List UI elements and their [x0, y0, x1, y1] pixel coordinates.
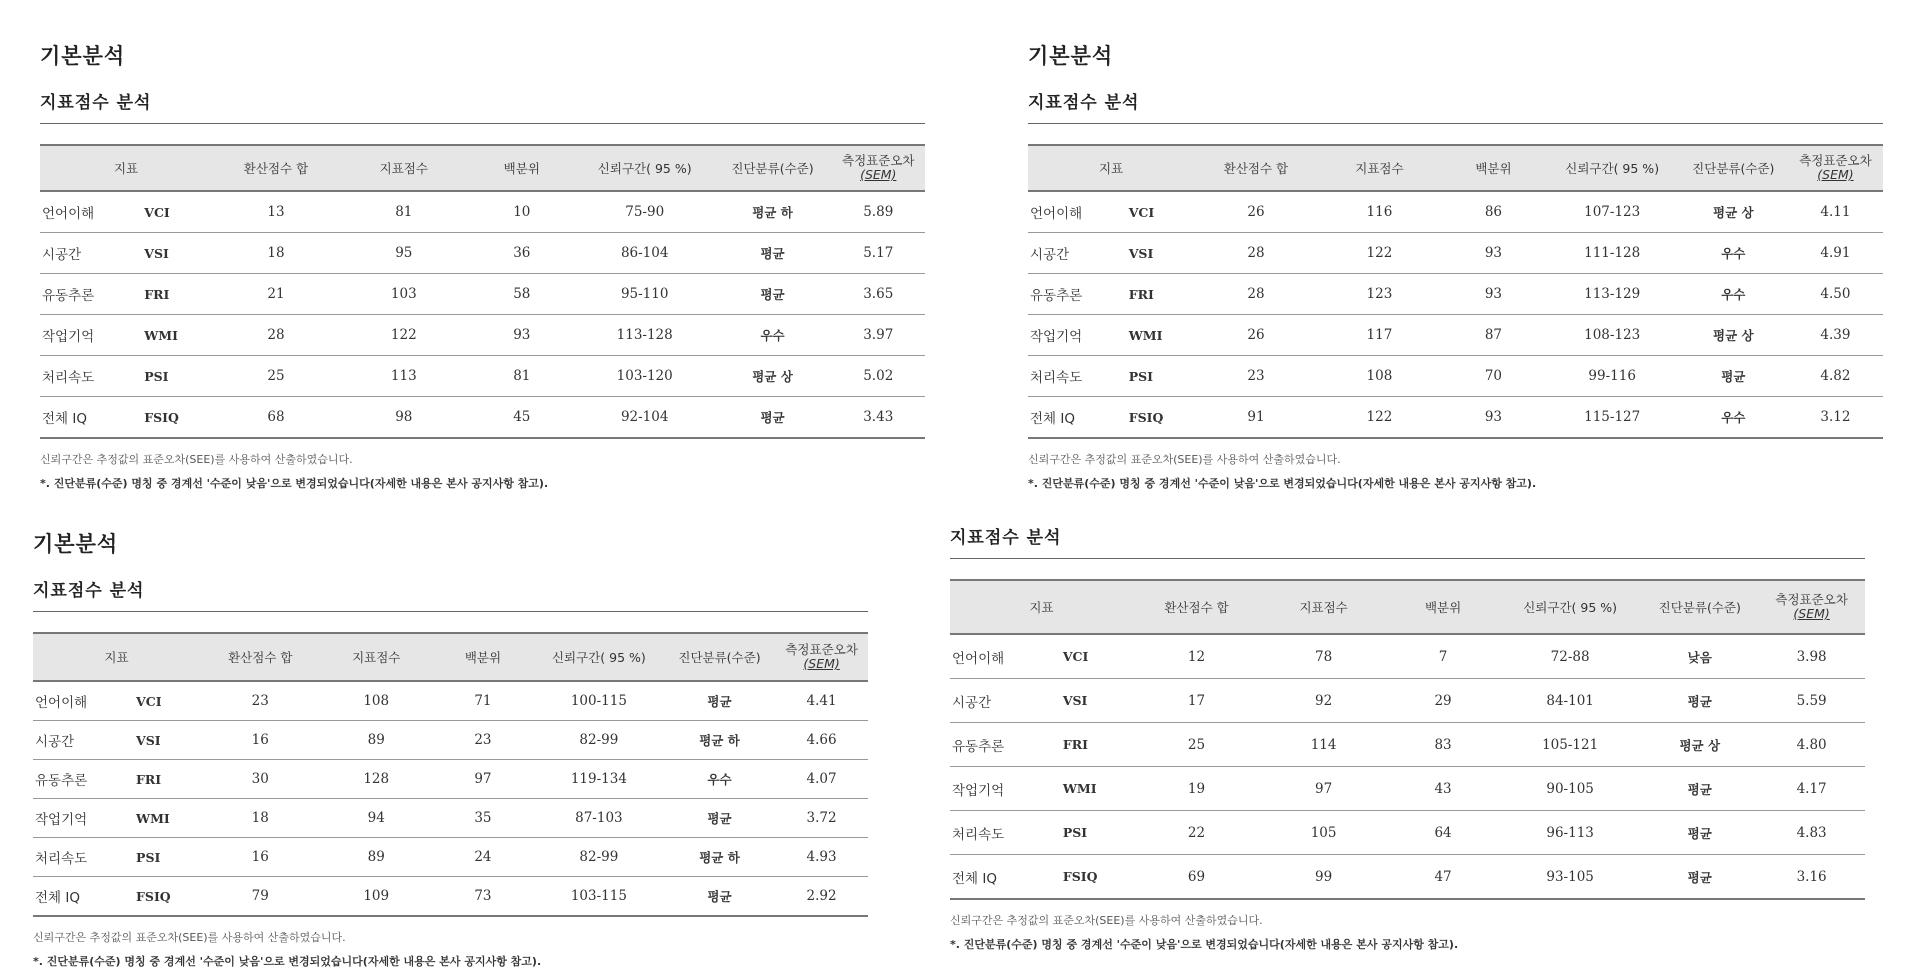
percentile-cell: 10: [468, 191, 576, 233]
index-score-cell: 109: [321, 877, 432, 917]
table-row: [33, 799, 868, 838]
scaled-sum-cell: 25: [212, 356, 340, 397]
table-body: [950, 634, 1865, 899]
header-index: 지표: [950, 580, 1133, 634]
classification-cell: 평균 상: [1641, 723, 1758, 767]
sem-cell: 5.59: [1758, 679, 1865, 723]
ci-footnote: 신뢰구간은 추정값의 표준오차(SEE)를 사용하여 산출하였습니다.: [40, 453, 353, 466]
classification-cell: 평균: [714, 397, 832, 439]
header-classification: 진단분류(수준): [1679, 145, 1788, 191]
confidence-interval-cell: 93-105: [1499, 855, 1641, 900]
table-body: [1028, 191, 1883, 438]
header-ci: 신뢰구간( 95 %): [1546, 145, 1679, 191]
percentile-cell: 35: [432, 799, 534, 838]
index-score-cell: 117: [1318, 315, 1441, 356]
percentile-cell: 73: [432, 877, 534, 917]
confidence-interval-cell: 103-120: [576, 356, 714, 397]
table-row: [33, 681, 868, 721]
scaled-sum-cell: 91: [1194, 397, 1317, 439]
index-name: 시공간: [1028, 233, 1128, 274]
header-percentile: 백분위: [432, 633, 534, 681]
confidence-interval-cell: 103-115: [534, 877, 664, 917]
table-row: [33, 760, 868, 799]
header-sem-label: 측정표준오차: [785, 641, 858, 657]
classification-cell: 평균 상: [1679, 191, 1788, 233]
classification-footnote: *. 진단분류(수준) 명칭 중 경계선 '수준이 낮음'으로 변경되었습니다(자세한 내용은 본사 공지사항 참고).: [1028, 477, 1537, 490]
scaled-sum-cell: 13: [212, 191, 340, 233]
index-score-cell: 113: [340, 356, 468, 397]
index-score-cell: 128: [321, 760, 432, 799]
header-row: [40, 145, 925, 191]
scaled-sum-cell: 28: [1194, 274, 1317, 315]
table-row: [1028, 397, 1883, 439]
percentile-cell: 29: [1387, 679, 1499, 723]
classification-cell: 평균 하: [714, 191, 832, 233]
index-name: 처리속도: [40, 356, 143, 397]
classification-cell: 평균 상: [1679, 315, 1788, 356]
scaled-sum-cell: 26: [1194, 315, 1317, 356]
confidence-interval-cell: 111-128: [1546, 233, 1679, 274]
index-name: 유동추론: [33, 760, 135, 799]
header-sem-label: 측정표준오차: [842, 152, 915, 168]
sem-cell: 4.07: [775, 760, 868, 799]
index-score-cell: 95: [340, 233, 468, 274]
classification-cell: 평균: [1641, 679, 1758, 723]
scaled-sum-cell: 68: [212, 397, 340, 439]
index-code: FRI: [1062, 723, 1133, 767]
index-name: 언어이해: [950, 634, 1062, 679]
confidence-interval-cell: 105-121: [1499, 723, 1641, 767]
sem-cell: 4.17: [1758, 767, 1865, 811]
sem-cell: 4.50: [1788, 274, 1883, 315]
table-row: [40, 274, 925, 315]
index-score-cell: 108: [1318, 356, 1441, 397]
index-code: FRI: [143, 274, 212, 315]
confidence-interval-cell: 90-105: [1499, 767, 1641, 811]
classification-cell: 평균 상: [714, 356, 832, 397]
table-row: [950, 767, 1865, 811]
classification-cell: 우수: [714, 315, 832, 356]
scaled-sum-cell: 79: [200, 877, 321, 917]
header-classification: 진단분류(수준): [1641, 580, 1758, 634]
index-code: VCI: [143, 191, 212, 233]
index-score-cell: 114: [1260, 723, 1387, 767]
index-score-cell: 99: [1260, 855, 1387, 900]
header-percentile: 백분위: [468, 145, 576, 191]
classification-cell: 평균: [664, 799, 775, 838]
percentile-cell: 64: [1387, 811, 1499, 855]
header-sum: 환산점수 합: [1133, 580, 1260, 634]
ci-footnote: 신뢰구간은 추정값의 표준오차(SEE)를 사용하여 산출하였습니다.: [950, 914, 1263, 927]
scaled-sum-cell: 16: [200, 721, 321, 760]
classification-cell: 평균: [1641, 855, 1758, 900]
classification-cell: 평균 하: [664, 838, 775, 877]
percentile-cell: 81: [468, 356, 576, 397]
index-code: WMI: [143, 315, 212, 356]
subtitle: 지표점수 분석: [33, 581, 145, 601]
index-name: 작업기억: [40, 315, 143, 356]
header-score: 지표점수: [321, 633, 432, 681]
sem-cell: 4.41: [775, 681, 868, 721]
scaled-sum-cell: 18: [212, 233, 340, 274]
index-code: FRI: [1128, 274, 1194, 315]
index-code: VSI: [1062, 679, 1133, 723]
confidence-interval-cell: 87-103: [534, 799, 664, 838]
header-score: 지표점수: [1260, 580, 1387, 634]
table-row: [950, 679, 1865, 723]
index-code: FSIQ: [1062, 855, 1133, 900]
confidence-interval-cell: 108-123: [1546, 315, 1679, 356]
header-index: 지표: [33, 633, 200, 681]
index-code: FSIQ: [135, 877, 200, 917]
index-score-cell: 108: [321, 681, 432, 721]
sem-cell: 3.43: [832, 397, 925, 439]
ci-footnote: 신뢰구간은 추정값의 표준오차(SEE)를 사용하여 산출하였습니다.: [33, 931, 346, 944]
section-title: 기본분석: [33, 532, 119, 556]
sem-cell: 3.65: [832, 274, 925, 315]
index-code: VCI: [135, 681, 200, 721]
index-score-cell: 81: [340, 191, 468, 233]
percentile-cell: 93: [468, 315, 576, 356]
index-name: 전체 IQ: [40, 397, 143, 439]
index-name: 유동추론: [40, 274, 143, 315]
index-score-cell: 94: [321, 799, 432, 838]
confidence-interval-cell: 72-88: [1499, 634, 1641, 679]
confidence-interval-cell: 84-101: [1499, 679, 1641, 723]
index-name: 처리속도: [33, 838, 135, 877]
table-row: [1028, 315, 1883, 356]
index-name: 작업기억: [950, 767, 1062, 811]
table-header: [40, 145, 925, 191]
scaled-sum-cell: 16: [200, 838, 321, 877]
classification-cell: 평균: [1679, 356, 1788, 397]
percentile-cell: 93: [1441, 274, 1546, 315]
confidence-interval-cell: 113-129: [1546, 274, 1679, 315]
header-sem-label: 측정표준오차: [1775, 591, 1848, 607]
divider: [33, 611, 868, 612]
scaled-sum-cell: 23: [200, 681, 321, 721]
header-sum: 환산점수 합: [212, 145, 340, 191]
header-percentile: 백분위: [1387, 580, 1499, 634]
percentile-cell: 86: [1441, 191, 1546, 233]
divider: [950, 558, 1865, 559]
header-ci: 신뢰구간( 95 %): [534, 633, 664, 681]
divider: [1028, 123, 1883, 124]
confidence-interval-cell: 99-116: [1546, 356, 1679, 397]
percentile-cell: 83: [1387, 723, 1499, 767]
index-code: PSI: [1062, 811, 1133, 855]
table-row: [950, 855, 1865, 900]
index-score-cell: 78: [1260, 634, 1387, 679]
table-header: [1028, 145, 1883, 191]
index-code: FSIQ: [1128, 397, 1194, 439]
header-sem: [775, 633, 868, 681]
classification-cell: 평균: [1641, 767, 1758, 811]
table-row: [950, 634, 1865, 679]
table-row: [33, 838, 868, 877]
confidence-interval-cell: 107-123: [1546, 191, 1679, 233]
header-sem-label: 측정표준오차: [1799, 152, 1872, 168]
classification-cell: 평균: [714, 233, 832, 274]
sem-cell: 5.02: [832, 356, 925, 397]
index-score-cell: 122: [1318, 233, 1441, 274]
index-code: WMI: [135, 799, 200, 838]
confidence-interval-cell: 86-104: [576, 233, 714, 274]
percentile-cell: 7: [1387, 634, 1499, 679]
index-score-cell: 122: [340, 315, 468, 356]
header-row: [33, 633, 868, 681]
confidence-interval-cell: 96-113: [1499, 811, 1641, 855]
index-name: 전체 IQ: [1028, 397, 1128, 439]
classification-cell: 평균: [714, 274, 832, 315]
sem-cell: 2.92: [775, 877, 868, 917]
scaled-sum-cell: 22: [1133, 811, 1260, 855]
header-sem-abbr: (SEM): [803, 656, 840, 671]
confidence-interval-cell: 82-99: [534, 838, 664, 877]
scaled-sum-cell: 25: [1133, 723, 1260, 767]
header-sem: [1758, 580, 1865, 634]
sem-cell: 4.93: [775, 838, 868, 877]
index-code: FRI: [135, 760, 200, 799]
index-name: 언어이해: [1028, 191, 1128, 233]
header-percentile: 백분위: [1441, 145, 1546, 191]
table-body: [33, 681, 868, 916]
percentile-cell: 36: [468, 233, 576, 274]
header-sum: 환산점수 합: [1194, 145, 1317, 191]
index-name: 유동추론: [1028, 274, 1128, 315]
scaled-sum-cell: 21: [212, 274, 340, 315]
subtitle: 지표점수 분석: [40, 93, 152, 113]
percentile-cell: 45: [468, 397, 576, 439]
scaled-sum-cell: 19: [1133, 767, 1260, 811]
sem-cell: 4.91: [1788, 233, 1883, 274]
header-sem-abbr: (SEM): [860, 167, 897, 182]
index-score-cell: 116: [1318, 191, 1441, 233]
report-panel: [1028, 40, 1883, 491]
classification-cell: 우수: [1679, 397, 1788, 439]
index-code: VSI: [135, 721, 200, 760]
percentile-cell: 70: [1441, 356, 1546, 397]
index-score-table: [1028, 144, 1883, 439]
index-score-table: [33, 632, 868, 917]
header-sem-abbr: (SEM): [1817, 167, 1854, 182]
table-row: [33, 877, 868, 917]
index-score-table: [40, 144, 925, 439]
confidence-interval-cell: 75-90: [576, 191, 714, 233]
percentile-cell: 24: [432, 838, 534, 877]
header-sem-abbr: (SEM): [1793, 606, 1830, 621]
sem-cell: 4.39: [1788, 315, 1883, 356]
index-score-cell: 98: [340, 397, 468, 439]
scaled-sum-cell: 28: [1194, 233, 1317, 274]
index-code: WMI: [1062, 767, 1133, 811]
table-row: [1028, 356, 1883, 397]
divider: [40, 123, 925, 124]
header-sem: [832, 145, 925, 191]
table-body: [40, 191, 925, 438]
table-row: [1028, 274, 1883, 315]
header-ci: 신뢰구간( 95 %): [1499, 580, 1641, 634]
sem-cell: 4.11: [1788, 191, 1883, 233]
header-classification: 진단분류(수준): [664, 633, 775, 681]
index-score-cell: 103: [340, 274, 468, 315]
scaled-sum-cell: 26: [1194, 191, 1317, 233]
classification-cell: 우수: [1679, 274, 1788, 315]
header-score: 지표점수: [1318, 145, 1441, 191]
section-title: 기본분석: [40, 44, 126, 68]
header-row: [1028, 145, 1883, 191]
classification-cell: 평균: [664, 681, 775, 721]
index-code: FSIQ: [143, 397, 212, 439]
percentile-cell: 47: [1387, 855, 1499, 900]
confidence-interval-cell: 92-104: [576, 397, 714, 439]
table-row: [40, 233, 925, 274]
scaled-sum-cell: 28: [212, 315, 340, 356]
index-name: 유동추론: [950, 723, 1062, 767]
index-score-cell: 123: [1318, 274, 1441, 315]
header-row: [950, 580, 1865, 634]
index-score-cell: 105: [1260, 811, 1387, 855]
classification-cell: 평균: [1641, 811, 1758, 855]
percentile-cell: 93: [1441, 397, 1546, 439]
report-panel: [950, 523, 1865, 952]
table-row: [950, 723, 1865, 767]
scaled-sum-cell: 17: [1133, 679, 1260, 723]
header-index: 지표: [40, 145, 212, 191]
index-score-cell: 97: [1260, 767, 1387, 811]
index-code: PSI: [1128, 356, 1194, 397]
index-name: 처리속도: [950, 811, 1062, 855]
header-sem: [1788, 145, 1883, 191]
header-ci: 신뢰구간( 95 %): [576, 145, 714, 191]
index-name: 언어이해: [40, 191, 143, 233]
classification-cell: 평균 하: [664, 721, 775, 760]
header-classification: 진단분류(수준): [714, 145, 832, 191]
table-row: [950, 811, 1865, 855]
classification-footnote: *. 진단분류(수준) 명칭 중 경계선 '수준이 낮음'으로 변경되었습니다(자세한 내용은 본사 공지사항 참고).: [33, 955, 542, 968]
scaled-sum-cell: 23: [1194, 356, 1317, 397]
sem-cell: 3.12: [1788, 397, 1883, 439]
table-row: [40, 191, 925, 233]
percentile-cell: 58: [468, 274, 576, 315]
index-score-table: [950, 579, 1865, 900]
index-name: 시공간: [33, 721, 135, 760]
sem-cell: 3.72: [775, 799, 868, 838]
section-title: 기본분석: [1028, 44, 1114, 68]
sem-cell: 4.66: [775, 721, 868, 760]
percentile-cell: 87: [1441, 315, 1546, 356]
report-panel: [33, 528, 868, 969]
table-header: [950, 580, 1865, 634]
index-code: VSI: [1128, 233, 1194, 274]
header-index: 지표: [1028, 145, 1194, 191]
index-name: 시공간: [40, 233, 143, 274]
sem-cell: 5.17: [832, 233, 925, 274]
subtitle: 지표점수 분석: [950, 528, 1062, 548]
table-row: [40, 356, 925, 397]
index-name: 작업기억: [33, 799, 135, 838]
classification-cell: 우수: [1679, 233, 1788, 274]
percentile-cell: 71: [432, 681, 534, 721]
index-code: WMI: [1128, 315, 1194, 356]
table-row: [1028, 191, 1883, 233]
confidence-interval-cell: 100-115: [534, 681, 664, 721]
confidence-interval-cell: 95-110: [576, 274, 714, 315]
percentile-cell: 23: [432, 721, 534, 760]
index-name: 시공간: [950, 679, 1062, 723]
table-row: [1028, 233, 1883, 274]
classification-cell: 평균: [664, 877, 775, 917]
confidence-interval-cell: 119-134: [534, 760, 664, 799]
sem-cell: 3.98: [1758, 634, 1865, 679]
index-code: PSI: [143, 356, 212, 397]
classification-cell: 낮음: [1641, 634, 1758, 679]
subtitle: 지표점수 분석: [1028, 93, 1140, 113]
index-code: VCI: [1062, 634, 1133, 679]
confidence-interval-cell: 115-127: [1546, 397, 1679, 439]
confidence-interval-cell: 82-99: [534, 721, 664, 760]
ci-footnote: 신뢰구간은 추정값의 표준오차(SEE)를 사용하여 산출하였습니다.: [1028, 453, 1341, 466]
percentile-cell: 97: [432, 760, 534, 799]
sem-cell: 5.89: [832, 191, 925, 233]
index-name: 전체 IQ: [950, 855, 1062, 900]
scaled-sum-cell: 69: [1133, 855, 1260, 900]
sem-cell: 4.83: [1758, 811, 1865, 855]
sem-cell: 4.80: [1758, 723, 1865, 767]
index-name: 작업기억: [1028, 315, 1128, 356]
index-name: 전체 IQ: [33, 877, 135, 917]
index-score-cell: 89: [321, 721, 432, 760]
percentile-cell: 93: [1441, 233, 1546, 274]
header-sum: 환산점수 합: [200, 633, 321, 681]
sem-cell: 3.16: [1758, 855, 1865, 900]
report-panel: [40, 40, 925, 491]
percentile-cell: 43: [1387, 767, 1499, 811]
scaled-sum-cell: 12: [1133, 634, 1260, 679]
index-score-cell: 89: [321, 838, 432, 877]
header-score: 지표점수: [340, 145, 468, 191]
confidence-interval-cell: 113-128: [576, 315, 714, 356]
table-row: [40, 315, 925, 356]
sem-cell: 4.82: [1788, 356, 1883, 397]
index-name: 처리속도: [1028, 356, 1128, 397]
classification-footnote: *. 진단분류(수준) 명칭 중 경계선 '수준이 낮음'으로 변경되었습니다(자세한 내용은 본사 공지사항 참고).: [40, 477, 549, 490]
index-code: VSI: [143, 233, 212, 274]
table-row: [40, 397, 925, 439]
table-header: [33, 633, 868, 681]
index-score-cell: 122: [1318, 397, 1441, 439]
index-score-cell: 92: [1260, 679, 1387, 723]
scaled-sum-cell: 18: [200, 799, 321, 838]
classification-footnote: *. 진단분류(수준) 명칭 중 경계선 '수준이 낮음'으로 변경되었습니다(자세한 내용은 본사 공지사항 참고).: [950, 938, 1459, 951]
index-code: PSI: [135, 838, 200, 877]
scaled-sum-cell: 30: [200, 760, 321, 799]
classification-cell: 우수: [664, 760, 775, 799]
table-row: [33, 721, 868, 760]
index-code: VCI: [1128, 191, 1194, 233]
sem-cell: 3.97: [832, 315, 925, 356]
index-name: 언어이해: [33, 681, 135, 721]
